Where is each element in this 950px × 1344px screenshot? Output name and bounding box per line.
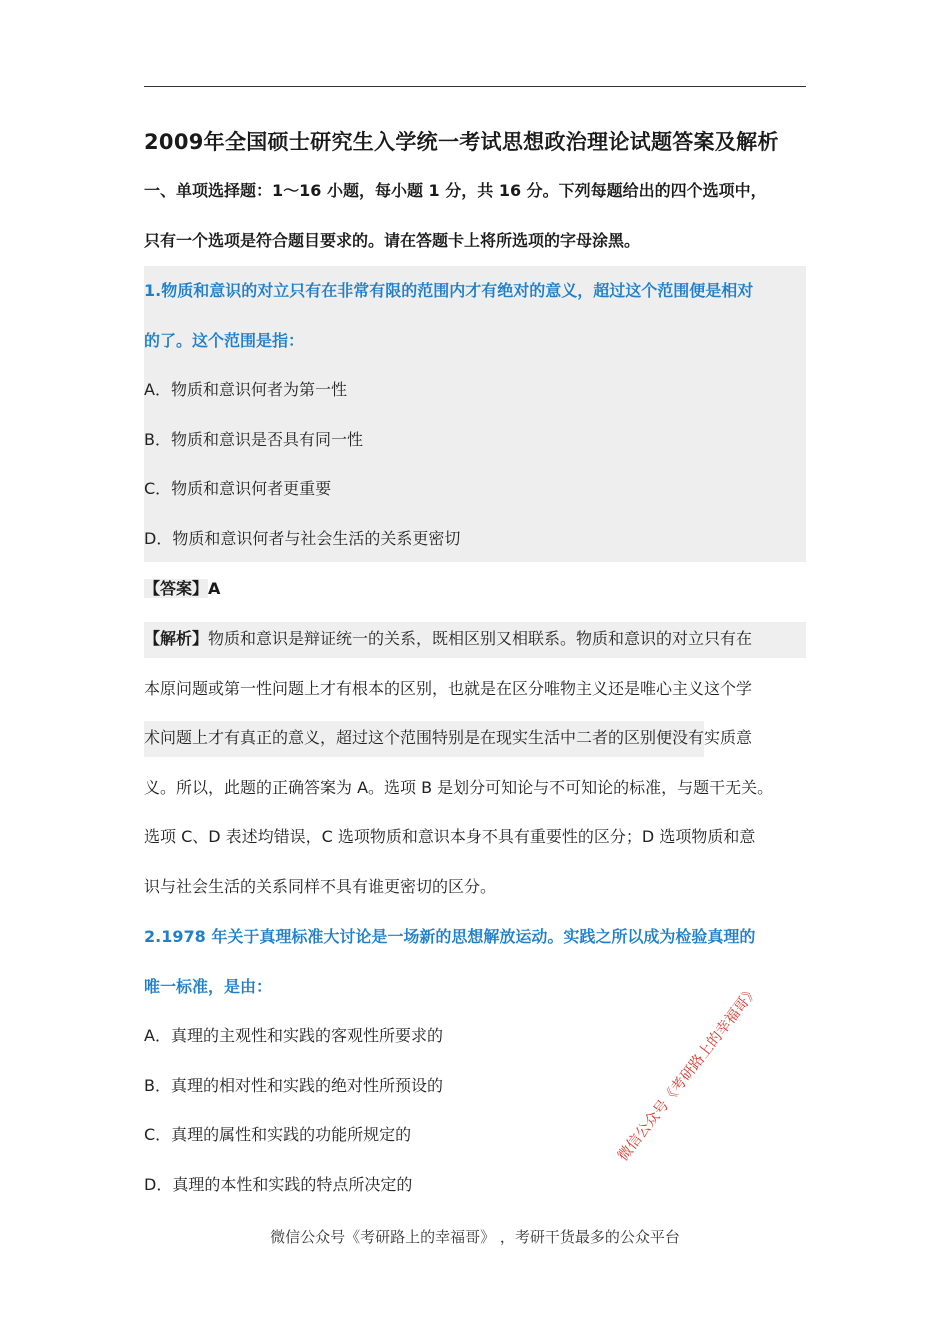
section-line-2: 只有一个选项是符合题目要求的。请在答题卡上将所选项的字母涂黑。 <box>144 230 641 250</box>
analysis-line-5: 选项 C、D 表述均错误，C 选项物质和意识本身不具有重要性的区分；D 选项物质和意 <box>144 827 756 847</box>
question-2-stem-line-1: 2.1978 年关于真理标准大讨论是一场新的思想解放运动。实践之所以成为检验真理的 <box>144 927 756 946</box>
header-rule <box>144 86 806 87</box>
analysis-tag: 【解析】 <box>144 629 209 648</box>
question-1-answer <box>144 564 808 614</box>
answer-tag: 【答案】 <box>144 579 209 598</box>
question-1-option-c: C．物质和意识何者更重要 <box>144 479 332 499</box>
question-1 <box>144 266 808 564</box>
analysis-line-4: 义。所以，此题的正确答案为 A。选项 B 是划分可知论与不可知论的标准，与题干无关。 <box>144 777 774 797</box>
question-1-stem-line-1: 1.物质和意识的对立只有在非常有限的范围内才有绝对的意义，超过这个范围便是相对 <box>144 281 754 300</box>
question-2-option-d: D．真理的本性和实践的特点所决定的 <box>144 1174 413 1194</box>
section-line-1: 一、单项选择题：1～16 小题，每小题 1 分，共 16 分。下列每题给出的四个选项中， <box>144 181 767 200</box>
page-footer: 微信公众号《考研路上的幸福哥》 ，考研干货最多的公众平台 <box>270 1228 680 1246</box>
section-heading <box>144 166 808 265</box>
analysis-line-6: 识与社会生活的关系同样不具有谁更密切的区分。 <box>144 876 497 896</box>
question-1-analysis <box>144 614 808 912</box>
question-1-stem-line-2: 的了。这个范围是指： <box>144 330 305 350</box>
question-2-option-c: C．真理的属性和实践的功能所规定的 <box>144 1125 412 1145</box>
question-1-option-b: B．物质和意识是否具有同一性 <box>144 429 363 449</box>
analysis-line-2: 本原问题或第一性问题上才有根本的区别，也就是在区分唯物主义还是唯心主义这个学 <box>144 678 753 698</box>
question-2-option-b: B．真理的相对性和实践的绝对性所预设的 <box>144 1075 443 1095</box>
question-2-option-a: A．真理的主观性和实践的客观性所要求的 <box>144 1026 443 1046</box>
question-2-stem-line-2: 唯一标准，是由： <box>144 976 273 996</box>
analysis-line-1: 物质和意识是辩证统一的关系，既相区别又相联系。物质和意识的对立只有在 <box>208 629 753 648</box>
question-1-option-a: A．物质和意识何者为第一性 <box>144 380 347 400</box>
answer-value: A <box>208 579 221 598</box>
watermark: 微信公众号《考研路上的幸福哥》 <box>615 983 762 1165</box>
question-1-option-d: D．物质和意识何者与社会生活的关系更密切 <box>144 528 461 548</box>
analysis-line-3: 术问题上才有真正的意义，超过这个范围特别是在现实生活中二者的区别便没有实质意 <box>144 728 753 748</box>
document-title: 2009年全国硕士研究生入学统一考试思想政治理论试题答案及解析 <box>144 130 779 154</box>
